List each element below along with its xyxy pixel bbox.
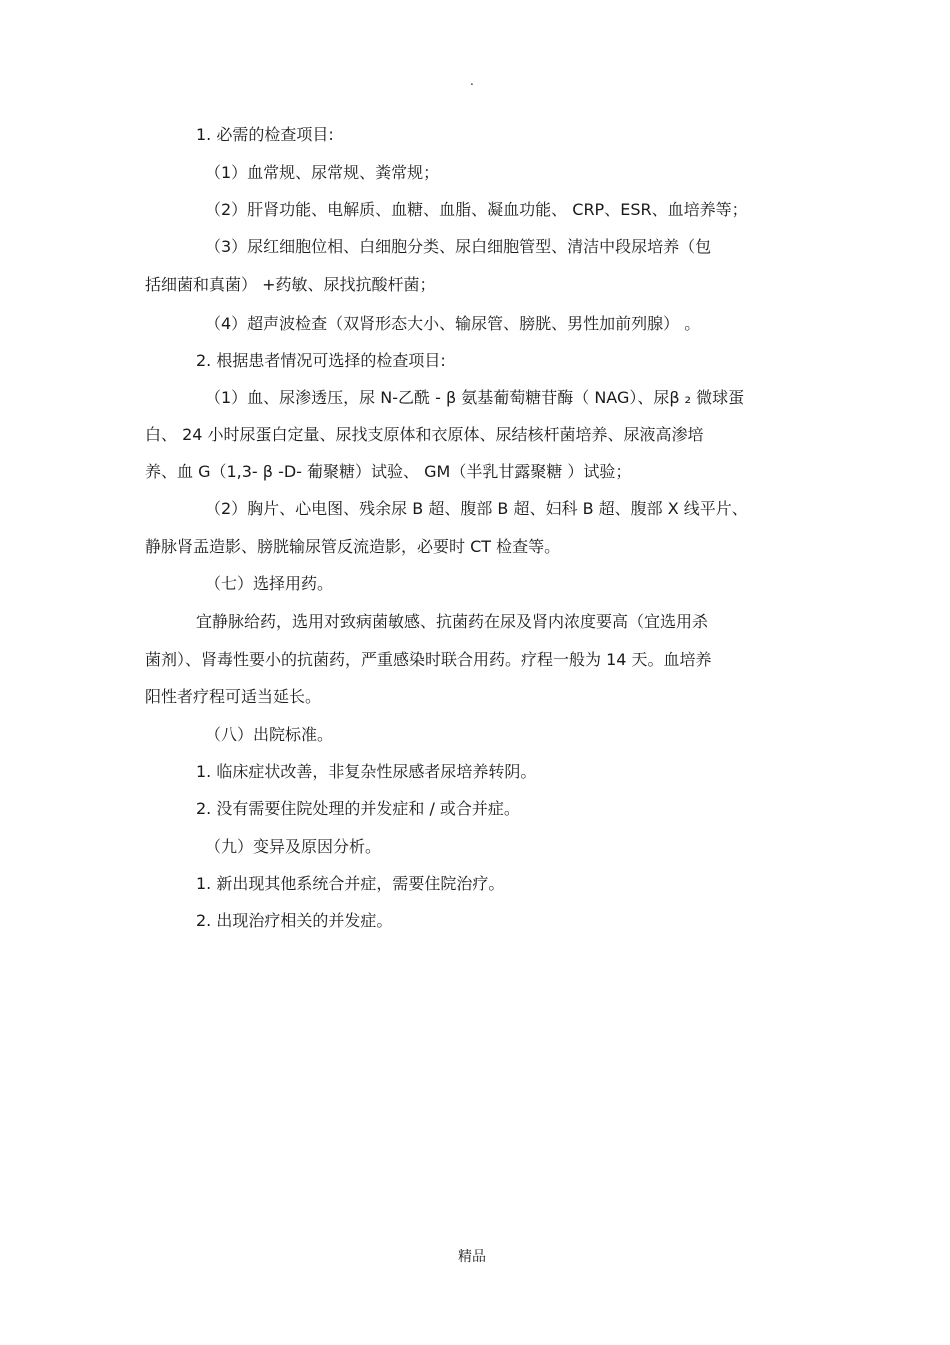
text-line: 白、 24 小时尿蛋白定量、尿找支原体和衣原体、尿结核杆菌培养、尿液高渗培 bbox=[145, 425, 704, 444]
section-heading: （七）选择用药。 bbox=[205, 574, 334, 593]
text-line: 养、血 G（1,3- β -D- 葡聚糖）试验、 GM（半乳甘露聚糖 ）试验； bbox=[145, 462, 632, 481]
section-heading: （八）出院标准。 bbox=[205, 725, 334, 744]
text-line: （1）血、尿渗透压，尿 N-乙酰 - β 氨基葡萄糖苷酶（ NAG）、尿β ₂ 微球蛋 bbox=[205, 388, 745, 407]
text-line: （2）肝肾功能、电解质、血糖、血脂、凝血功能、 CRP、ESR、血培养等； bbox=[205, 200, 748, 219]
text-line: 2. 出现治疗相关的并发症。 bbox=[196, 911, 393, 930]
text-line: （1）血常规、尿常规、粪常规； bbox=[205, 163, 440, 182]
text-line: 阳性者疗程可适当延长。 bbox=[145, 687, 322, 706]
text-line: （4）超声波检查（双肾形态大小、输尿管、膀胱、男性加前列腺） 。 bbox=[205, 314, 701, 333]
text-line: 1. 新出现其他系统合并症，需要住院治疗。 bbox=[196, 874, 505, 893]
text-line: 1. 必需的检查项目: bbox=[196, 125, 334, 144]
text-line: 2. 根据患者情况可选择的检查项目: bbox=[196, 351, 446, 370]
header-mark: . bbox=[470, 74, 474, 88]
text-line: （3）尿红细胞位相、白细胞分类、尿白细胞管型、清洁中段尿培养（包 bbox=[205, 237, 712, 256]
text-line: 菌剂）、肾毒性要小的抗菌药，严重感染时联合用药。疗程一般为 14 天。血培养 bbox=[145, 650, 712, 669]
page-footer: 精品 bbox=[458, 1249, 486, 1265]
text-line: （2）胸片、心电图、残余尿 B 超、腹部 B 超、妇科 B 超、腹部 X 线平片、 bbox=[205, 499, 748, 518]
section-heading: （九）变异及原因分析。 bbox=[205, 837, 382, 856]
text-line: 1. 临床症状改善，非复杂性尿感者尿培养转阴。 bbox=[196, 762, 537, 781]
text-line: 括细菌和真菌） +药敏、尿找抗酸杆菌； bbox=[145, 275, 436, 294]
text-line: 宜静脉给药，选用对致病菌敏感、抗菌药在尿及肾内浓度要高（宜选用杀 bbox=[196, 612, 709, 631]
text-line: 2. 没有需要住院处理的并发症和 / 或合并症。 bbox=[196, 799, 520, 818]
text-line: 静脉肾盂造影、膀胱输尿管反流造影，必要时 CT 检查等。 bbox=[145, 537, 561, 556]
